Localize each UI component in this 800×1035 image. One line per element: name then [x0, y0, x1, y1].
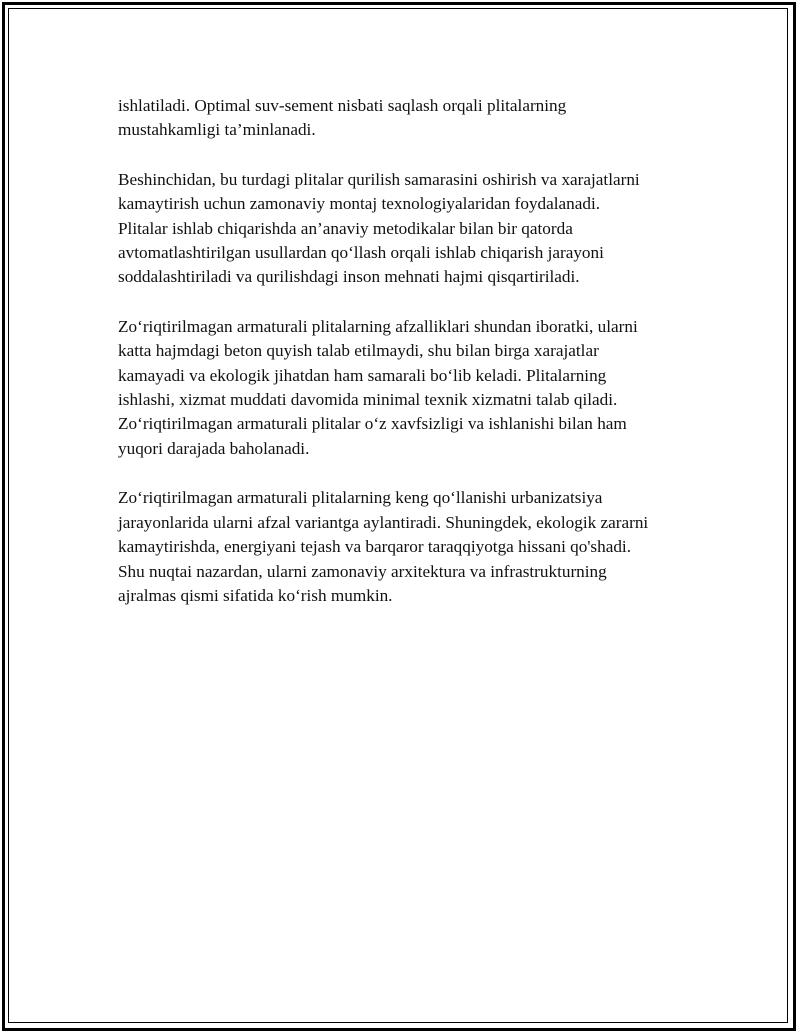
- text-line: kamaytirishda, energiyani tejash va barqaror taraqqiyotga hissani qo'shadi.: [118, 537, 631, 557]
- text-line: Zo‘riqtirilmagan armaturali plitalarning afzalliklari shundan iboratki, ularni: [118, 316, 638, 336]
- text-line: ajralmas qismi sifatida ko‘rish mumkin.: [118, 585, 393, 605]
- text-line: Beshinchidan, bu turdagi plitalar qurilish samarasini oshirish va xarajatlarni: [118, 169, 640, 189]
- text-line: Zo‘riqtirilmagan armaturali plitalarning keng qo‘llanishi urbanizatsiya: [118, 488, 603, 508]
- text-line: jarayonlarida ularni afzal variantga aylantiradi. Shuningdek, ekologik zararni: [118, 512, 649, 532]
- text-line: yuqori darajada baholanadi.: [118, 438, 310, 458]
- paragraph-4: [118, 486, 698, 608]
- document-body: [118, 94, 698, 633]
- text-line: katta hajmdagi beton quyish talab etilmaydi, shu bilan birga xarajatlar: [118, 341, 599, 361]
- text-line: Zo‘riqtirilmagan armaturali plitalar o‘z xavfsizligi va ishlanishi bilan ham: [118, 414, 627, 434]
- text-line: Plitalar ishlab chiqarishda an’anaviy metodikalar bilan bir qatorda: [118, 218, 573, 238]
- text-line: soddalashtiriladi va qurilishdagi inson mehnati hajmi qisqartiriladi.: [118, 267, 580, 287]
- text-line: ishlatiladi. Optimal suv-sement nisbati saqlash orqali plitalarning: [118, 96, 567, 115]
- text-line: mustahkamligi ta’minlanadi.: [118, 120, 316, 140]
- text-line: avtomatlashtirilgan usullardan qo‘llash orqali ishlab chiqarish jarayoni: [118, 243, 604, 263]
- text-line: kamaytirish uchun zamonaviy montaj texnologiyalaridan foydalanadi.: [118, 194, 601, 214]
- text-line: ishlashi, xizmat muddati davomida minimal texnik xizmatni talab qiladi.: [118, 390, 618, 410]
- paragraph-1: [118, 94, 698, 143]
- paragraph-3: [118, 315, 698, 461]
- paragraph-2: [118, 168, 698, 290]
- text-line: Shu nuqtai nazardan, ularni zamonaviy arxitektura va infrastrukturning: [118, 561, 607, 581]
- text-line: kamayadi va ekologik jihatdan ham samarali bo‘lib keladi. Plitalarning: [118, 365, 607, 385]
